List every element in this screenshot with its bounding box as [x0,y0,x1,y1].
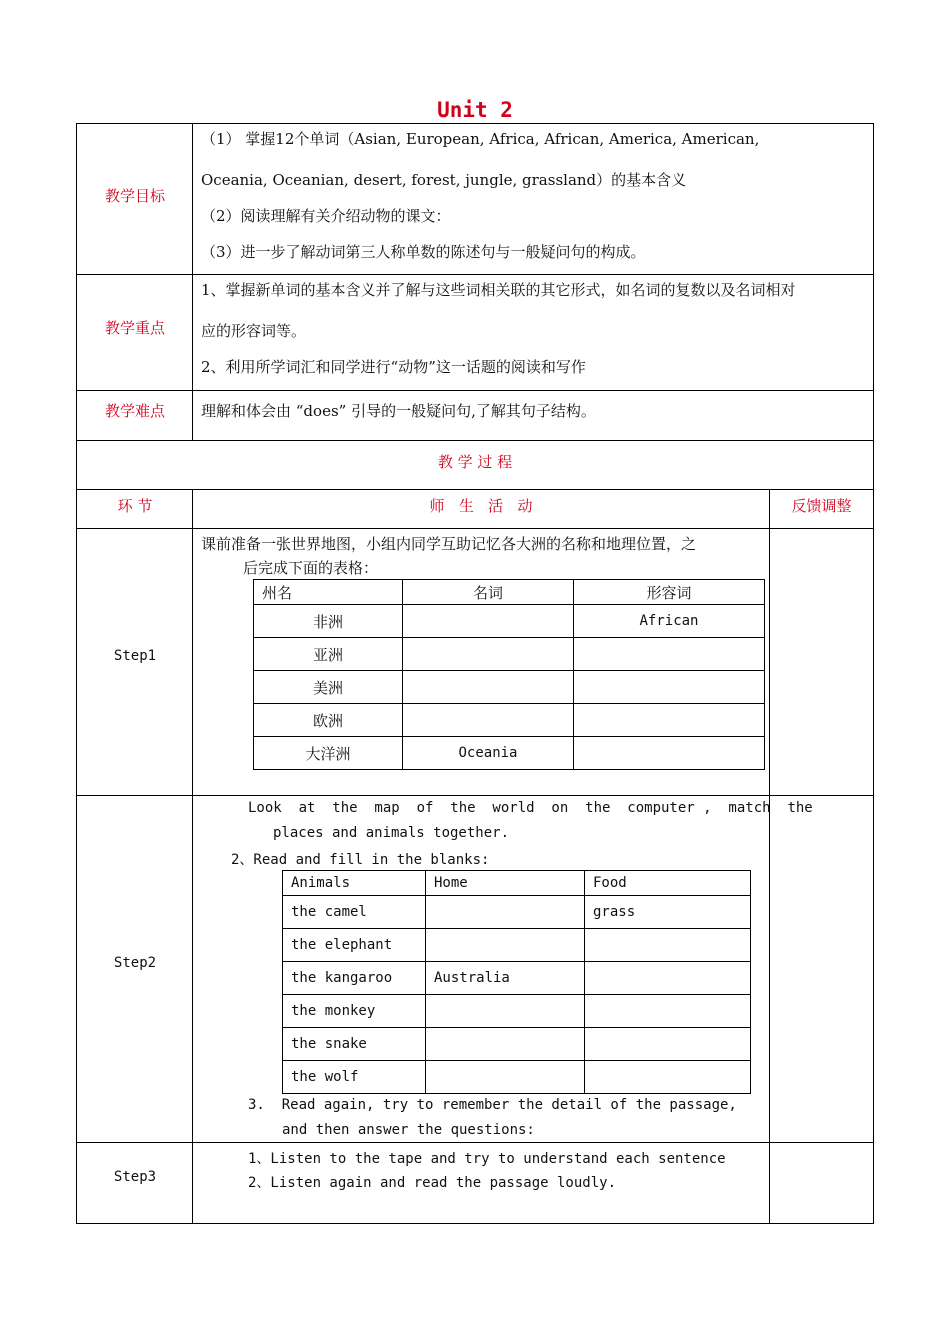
table-cell: Oceania [403,737,574,770]
table-cell [426,929,585,962]
table-cell [574,638,765,671]
step2-instruction: 2、Read and fill in the blanks: [231,852,490,868]
step1-intro: 课前准备一张世界地图，小组内同学互助记忆各大洲的名称和地理位置，之 [201,535,697,553]
table-row [283,962,751,995]
row-divider [76,1142,874,1143]
table-row [254,671,765,704]
table-cell: African [574,605,765,638]
table-cell: grass [585,896,751,929]
step-column-header: 环 节 [117,497,153,515]
step1-intro: 后完成下面的表格： [243,559,379,577]
key-points-line: 应的形容词等。 [201,322,307,340]
table-cell: the elephant [283,929,426,962]
table-cell: 大洋洲 [254,737,403,770]
objectives-line: （2）阅读理解有关介绍动物的课文： [201,207,451,225]
key-points-line: 1、掌握新单词的基本含义并了解与这些词相关联的其它形式，如名词的复数以及名词相对 [201,281,796,299]
animals-table [282,870,751,1094]
objectives-line: （3）进一步了解动词第三人称单数的陈述句与一般疑问句的构成。 [201,243,646,261]
table-cell [574,671,765,704]
step2-instruction: 3. Read again, try to remember the detail of the passage, [248,1097,737,1113]
table-header: 形容词 [574,580,765,605]
table-header: Animals [283,871,426,896]
table-border-bottom [76,1223,874,1224]
table-row [283,1061,751,1094]
table-cell [574,737,765,770]
col-divider [192,489,193,1224]
col-divider [769,489,770,1224]
table-cell: 非洲 [254,605,403,638]
table-cell: 美洲 [254,671,403,704]
table-cell [426,1028,585,1061]
row-divider [76,274,874,275]
table-cell [574,704,765,737]
table-cell [403,671,574,704]
step2-instruction: places and animals together. [273,825,510,841]
continents-table [253,579,765,770]
table-header-row [283,871,751,896]
table-cell: the camel [283,896,426,929]
table-row [283,995,751,1028]
table-row [254,638,765,671]
table-cell [585,1028,751,1061]
objectives-line: Oceania, Oceanian, desert, forest, jungle, grassland）的基本含义 [201,171,687,189]
step2-instruction: and then answer the questions: [282,1122,535,1138]
table-border-right [873,123,874,1224]
table-cell: the kangaroo [283,962,426,995]
key-points-label: 教学重点 [104,319,165,337]
step2-label: Step2 [113,955,157,971]
table-cell [585,962,751,995]
step2-instruction: Look at the map of the world on the computer , match the [248,800,813,816]
table-header: 州名 [254,580,403,605]
feedback-column-header: 反馈调整 [791,497,852,515]
table-cell [585,1061,751,1094]
table-row [254,704,765,737]
table-cell: the snake [283,1028,426,1061]
key-points-line: 2、利用所学词汇和同学进行“动物”这一话题的阅读和写作 [201,358,586,376]
table-cell [585,995,751,1028]
row-divider [76,390,874,391]
row-divider [76,528,874,529]
table-row [254,737,765,770]
row-divider [76,440,874,441]
table-cell: the wolf [283,1061,426,1094]
table-cell: 亚洲 [254,638,403,671]
table-row [283,929,751,962]
table-row [283,896,751,929]
table-border-top [76,123,874,124]
process-heading: 教 学 过 程 [437,453,513,471]
table-cell: Australia [426,962,585,995]
page-title: Unit 2 [437,98,513,122]
table-row [254,605,765,638]
step3-instruction: 1、Listen to the tape and try to understand each sentence [248,1151,726,1167]
difficulties-label: 教学难点 [104,402,165,420]
difficulties-text: 理解和体会由 “does” 引导的一般疑问句,了解其句子结构。 [201,402,596,420]
table-border-left [76,123,77,1224]
table-header: 名词 [403,580,574,605]
table-cell: 欧洲 [254,704,403,737]
table-cell [426,896,585,929]
table-cell [403,605,574,638]
objectives-line: （1） 掌握12个单词（Asian, European, Africa, African, America, American, [201,130,760,148]
table-row [283,1028,751,1061]
table-cell [426,995,585,1028]
table-header: Food [585,871,751,896]
objectives-label: 教学目标 [104,187,165,205]
row-divider [76,489,874,490]
col-divider [192,123,193,441]
table-header: Home [426,871,585,896]
activity-column-header: 师 生 活 动 [429,497,533,515]
step1-label: Step1 [113,648,157,664]
table-cell [426,1061,585,1094]
step3-label: Step3 [113,1169,157,1185]
step3-instruction: 2、Listen again and read the passage loudly. [248,1175,617,1191]
table-header-row [254,580,765,605]
table-cell [403,638,574,671]
row-divider [76,795,874,796]
table-cell [585,929,751,962]
table-cell [403,704,574,737]
table-cell: the monkey [283,995,426,1028]
